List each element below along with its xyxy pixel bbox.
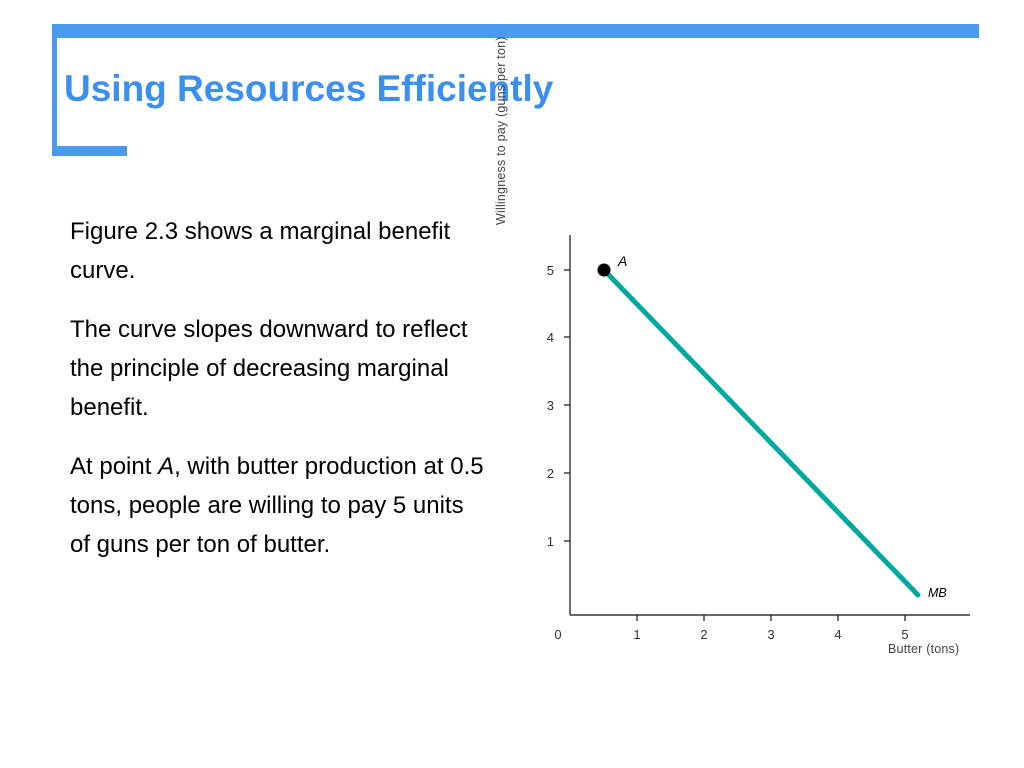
body-paragraph-2: The curve slopes downward to reflect the principle of decreasing marginal benefit. [70, 316, 468, 421]
chart-y-tick-label-1: 1 [546, 534, 554, 549]
chart-point-a-marker [598, 264, 611, 277]
chart-y-tick-label-3: 3 [546, 398, 554, 413]
chart-x-tick-label-2: 2 [700, 627, 708, 642]
title-accent-bar-left [52, 24, 57, 156]
chart-y-tick-label-4: 4 [546, 330, 554, 345]
chart-point-a-label: A [618, 253, 628, 269]
chart-series-mb-label: MB [928, 586, 947, 600]
chart-plot-svg [500, 215, 1000, 675]
chart-y-tick-label-5: 5 [546, 263, 554, 278]
chart-x-tick-label-5: 5 [901, 627, 909, 642]
title-accent-bar-bottom [52, 146, 127, 156]
chart-x-tick-label-0: 0 [554, 627, 562, 642]
chart-series-mb-line [604, 270, 918, 595]
chart-x-tick-label-4: 4 [834, 627, 842, 642]
chart-x-tick-label-3: 3 [767, 627, 775, 642]
title-accent-bar-top [52, 24, 979, 38]
chart-y-tick-label-2: 2 [546, 466, 554, 481]
slide-body-text [70, 212, 490, 564]
marginal-benefit-chart [494, 36, 1000, 675]
page-title: Using Resources Efficiently [64, 68, 554, 109]
body-paragraph-3-emphasis: A [158, 453, 175, 480]
chart-x-axis-title: Butter (tons) [888, 642, 960, 656]
body-paragraph-3-tail: , with butter production at 0.5 tons, people are willing to pay 5 units of guns per ton of butter. [70, 453, 484, 558]
body-paragraph-3 [70, 447, 490, 564]
body-paragraph-1: Figure 2.3 shows a marginal benefit curve. [70, 218, 451, 284]
chart-y-axis-title: Willingness to pay (guns per ton) [494, 36, 508, 225]
body-paragraph-3-lead: At point [70, 453, 159, 480]
chart-x-tick-label-1: 1 [633, 627, 641, 642]
